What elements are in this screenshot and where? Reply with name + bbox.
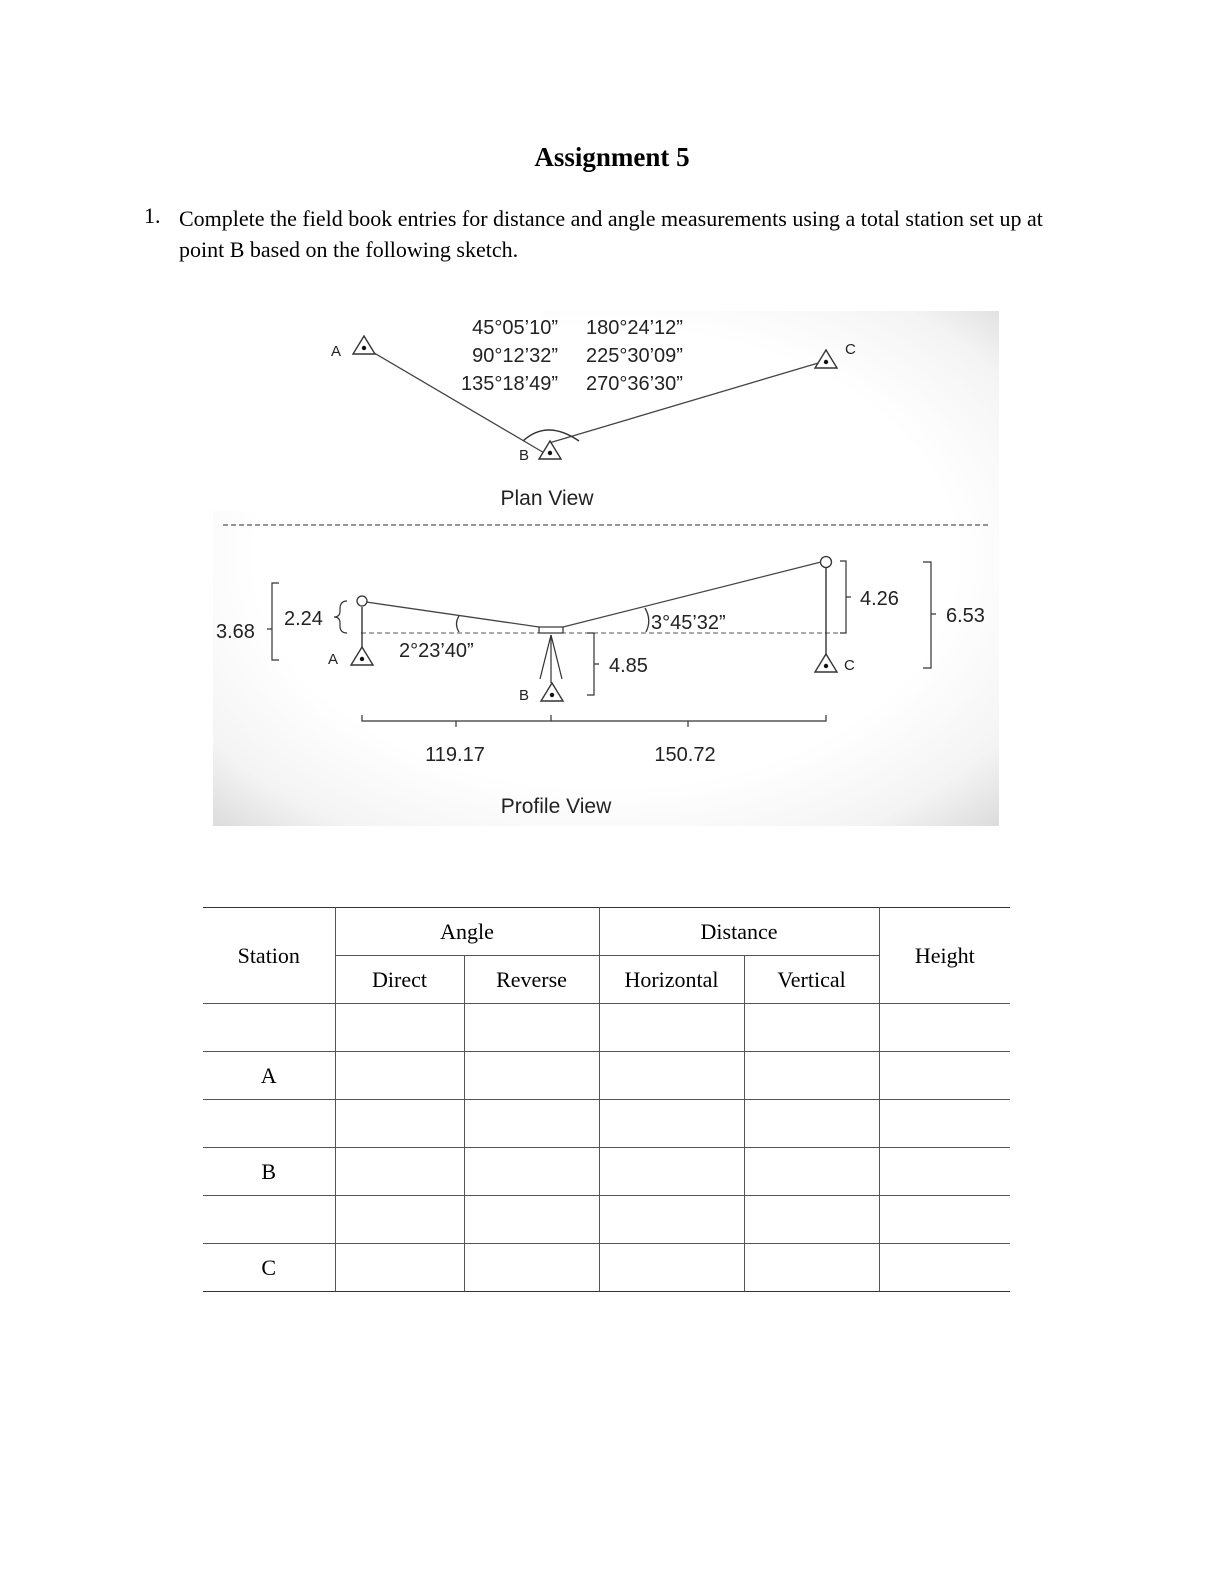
plan-angle-left-2: 90°12’32”: [472, 345, 558, 367]
header-station: Station: [203, 908, 335, 1004]
station-cell: [203, 1004, 335, 1052]
vertical-cell[interactable]: [744, 1196, 879, 1244]
profile-label-c: C: [844, 657, 855, 674]
table-row: [203, 1052, 1010, 1100]
direct-cell[interactable]: [335, 1052, 464, 1100]
table-row: [203, 1100, 1010, 1148]
reverse-cell[interactable]: [464, 1148, 599, 1196]
horizontal-cell[interactable]: [599, 1244, 744, 1292]
station-cell: [203, 1100, 335, 1148]
height-cell[interactable]: [879, 1244, 1010, 1292]
plan-label-b: B: [519, 447, 530, 464]
plan-angle-right-1: 180°24’12”: [586, 317, 683, 339]
vertical-cell[interactable]: [744, 1004, 879, 1052]
table-row: [203, 1148, 1010, 1196]
station-cell: B: [203, 1148, 335, 1196]
direct-cell[interactable]: [335, 1148, 464, 1196]
direct-cell[interactable]: [335, 1196, 464, 1244]
vertical-cell[interactable]: [744, 1052, 879, 1100]
horizontal-cell[interactable]: [599, 1148, 744, 1196]
plan-angle-left-1: 45°05’10”: [472, 317, 558, 339]
station-cell: [203, 1196, 335, 1244]
page-title: Assignment 5: [534, 142, 690, 172]
profile-label-a: A: [328, 651, 339, 668]
station-cell: A: [203, 1052, 335, 1100]
table-row: [203, 1244, 1010, 1292]
direct-cell[interactable]: [335, 1244, 464, 1292]
question-number: 1.: [144, 203, 161, 228]
table-row: [203, 1196, 1010, 1244]
header-direct: Direct: [335, 956, 464, 1004]
header-vertical: Vertical: [744, 956, 879, 1004]
height-cell[interactable]: [879, 1196, 1010, 1244]
vertical-cell[interactable]: [744, 1244, 879, 1292]
height-cell[interactable]: [879, 1100, 1010, 1148]
horizontal-cell[interactable]: [599, 1196, 744, 1244]
header-height: Height: [879, 908, 1010, 1004]
plan-angle-right-2: 225°30’09”: [586, 345, 683, 367]
reverse-cell[interactable]: [464, 1052, 599, 1100]
survey-sketch: [213, 311, 999, 826]
question-text: Complete the field book entries for distance and angle measurements using a total station set up at point B based on the following sketch.: [179, 206, 1043, 262]
height-c-rod: 4.26: [860, 588, 899, 610]
header-angle: Angle: [335, 908, 599, 956]
height-a-total: 3.68: [216, 621, 255, 643]
plan-angle-left-3: 135°18’49”: [461, 373, 558, 395]
plan-label-c: C: [845, 341, 856, 358]
horizontal-cell[interactable]: [599, 1004, 744, 1052]
reverse-cell[interactable]: [464, 1196, 599, 1244]
height-instrument: 4.85: [609, 655, 648, 677]
field-book-table: [203, 907, 1010, 1292]
height-cell[interactable]: [879, 1148, 1010, 1196]
horizontal-cell[interactable]: [599, 1052, 744, 1100]
header-horizontal: Horizontal: [599, 956, 744, 1004]
vertical-angle-c: 3°45’32”: [651, 612, 726, 634]
plan-label-a: A: [331, 343, 342, 360]
reverse-cell[interactable]: [464, 1004, 599, 1052]
header-distance: Distance: [599, 908, 879, 956]
vertical-cell[interactable]: [744, 1148, 879, 1196]
vertical-cell[interactable]: [744, 1100, 879, 1148]
plan-view-caption: Plan View: [500, 487, 594, 510]
distance-bc: 150.72: [654, 744, 716, 766]
height-c-total: 6.53: [946, 605, 985, 627]
reverse-cell[interactable]: [464, 1244, 599, 1292]
header-reverse: Reverse: [464, 956, 599, 1004]
direct-cell[interactable]: [335, 1100, 464, 1148]
table-row: [203, 1004, 1010, 1052]
profile-view-caption: Profile View: [500, 795, 612, 818]
direct-cell[interactable]: [335, 1004, 464, 1052]
profile-label-b: B: [519, 687, 530, 704]
vertical-angle-a: 2°23’40”: [399, 640, 474, 662]
horizontal-cell[interactable]: [599, 1100, 744, 1148]
height-cell[interactable]: [879, 1004, 1010, 1052]
station-cell: C: [203, 1244, 335, 1292]
distance-ab: 119.17: [425, 744, 485, 766]
plan-angle-right-3: 270°36’30”: [586, 373, 683, 395]
height-a-rod: 2.24: [284, 608, 323, 630]
reverse-cell[interactable]: [464, 1100, 599, 1148]
height-cell[interactable]: [879, 1052, 1010, 1100]
